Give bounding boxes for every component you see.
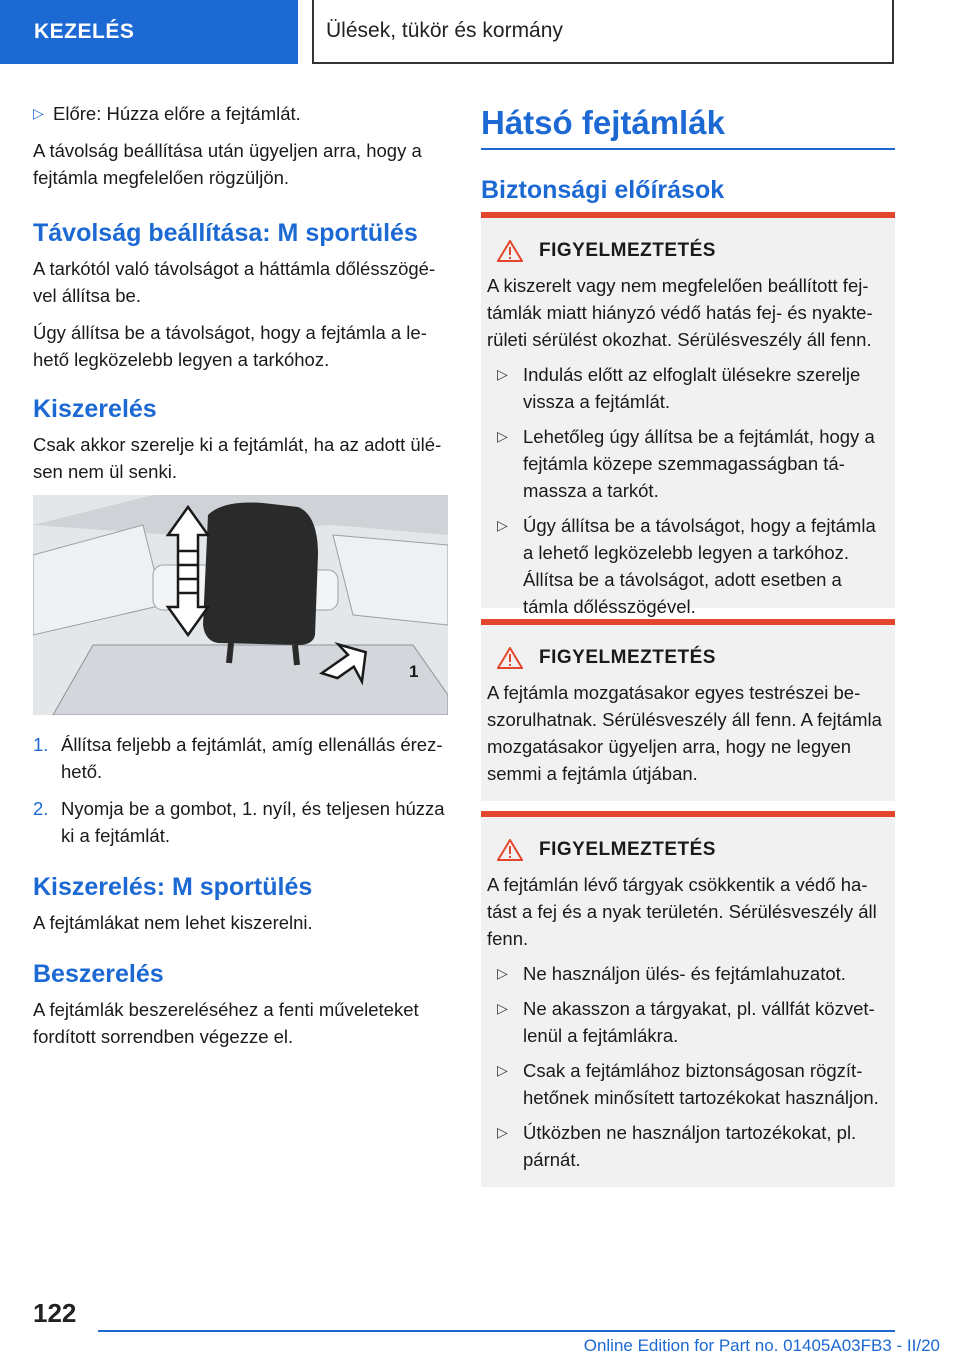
headrest-illustration <box>33 495 448 715</box>
arrow-icon: ▷ <box>497 965 508 981</box>
warning-item: ▷ Indulás előtt az elfoglalt ülésekre szerelje vissza a fejtámlát. <box>487 361 889 415</box>
arrow-icon: ▷ <box>497 428 508 444</box>
arrow-icon: ▷ <box>497 517 508 533</box>
bullet-forward: ▷ Előre: Húzza előre a fejtámlát. <box>33 100 448 127</box>
warning-box-2 <box>481 619 895 801</box>
remove-sport-paragraph: A fejtámlákat nem lehet kiszerelni. <box>33 912 313 933</box>
warning-item: ▷ Útközben ne használjon tartozékokat, pl. párnát. <box>487 1119 889 1173</box>
heading-remove-sport: Kiszerelés: M sportülés <box>33 873 313 901</box>
warning-item: ▷ Ne akasszon a tárgyakat, pl. vállfát közvetlenül a fejtámlákra. <box>487 995 889 1049</box>
heading-install: Beszerelés <box>33 960 164 988</box>
footer-divider <box>98 1330 895 1332</box>
heading-remove: Kiszerelés <box>33 395 157 423</box>
right-column <box>481 100 895 206</box>
arrow-icon: ▷ <box>33 105 44 121</box>
left-column <box>33 100 448 1060</box>
chapter-title: Ülések, tükör és kormány <box>312 0 894 64</box>
figure-label: 1 <box>409 662 419 681</box>
arrow-icon: ▷ <box>497 366 508 382</box>
warning-text: A fejtámla mozgatásakor egyes testrészei beszorulhatnak. Sérülésveszély áll fenn. A fejtámla mozgatásakor ügyeljen arra, hogy ne legyen semmi a fejtámla útjában. <box>487 682 882 784</box>
heading-safety: Biztonsági előírások <box>481 176 725 204</box>
warning-triangle-icon <box>497 240 523 262</box>
sport-paragraph-2: Úgy állítsa be a távolságot, hogy a fejtámla a lehető legközelebb legyen a tarkóhoz. <box>33 322 427 370</box>
arrow-icon: ▷ <box>497 1124 508 1140</box>
distance-note: A távolság beállítása után ügyeljen arra, hogy a fejtámla megfelelően rögzüljön. <box>33 140 422 188</box>
warning-item: ▷ Úgy állítsa be a távolságot, hogy a fejtámla a lehető legközelebb legyen a tarkóhoz. Állítsa be a távolságot, adott esetben a támla dőlésszögével. <box>487 512 889 620</box>
warning-text: A fejtámlán lévő tárgyak csökkentik a védő hatást a fej és a nyak területén. Sérülésveszély áll fenn. <box>487 874 877 949</box>
step-1: 1. Állítsa feljebb a fejtámlát, amíg ellenállás érezhető. <box>33 734 443 782</box>
arrow-icon: ▷ <box>497 1062 508 1078</box>
warning-triangle-icon <box>497 839 523 861</box>
section-tab: KEZELÉS <box>0 0 298 64</box>
warning-heading: FIGYELMEZTETÉS <box>497 647 889 669</box>
remove-paragraph: Csak akkor szerelje ki a fejtámlát, ha az adott ülésen nem ül senki. <box>33 434 442 482</box>
install-paragraph: A fejtámlák beszereléséhez a fenti műveleteket fordított sorrendben végezze el. <box>33 999 419 1047</box>
warning-item: ▷ Csak a fejtámlához biztonságosan rögzíthetőnek minősített tartozékokat használjon. <box>487 1057 889 1111</box>
sport-paragraph-1: A tarkótól való távolságot a háttámla dőlésszögével állítsa be. <box>33 258 436 306</box>
edition-note: Online Edition for Part no. 01405A03FB3 - II/20 <box>583 1336 940 1355</box>
warning-text: A kiszerelt vagy nem megfelelően beállított fejtámlák miatt hiányzó védő hatás fej- és nyakterületi sérülést okozhat. Sérülésveszély áll fenn. <box>487 275 873 350</box>
warning-triangle-icon <box>497 647 523 669</box>
warning-item: ▷ Ne használjon ülés- és fejtámlahuzatot. <box>487 960 889 987</box>
warning-heading: FIGYELMEZTETÉS <box>497 240 889 262</box>
heading-rear-headrests: Hátsó fejtámlák <box>481 100 895 150</box>
warning-box-1 <box>481 212 895 617</box>
step-2: 2. Nyomja be a gombot, 1. nyíl, és teljesen húzza ki a fejtámlát. <box>33 798 445 846</box>
heading-sport-distance: Távolság beállítása: M sportülés <box>33 219 418 247</box>
page-number: 122 <box>33 1298 77 1328</box>
warning-item: ▷ Lehetőleg úgy állítsa be a fejtámlát, hogy a fejtámla közepe szemmagasságban támassza a tarkót. <box>487 423 889 504</box>
warning-box-3 <box>481 811 895 1187</box>
warning-heading: FIGYELMEZTETÉS <box>497 839 889 861</box>
arrow-icon: ▷ <box>497 1000 508 1016</box>
